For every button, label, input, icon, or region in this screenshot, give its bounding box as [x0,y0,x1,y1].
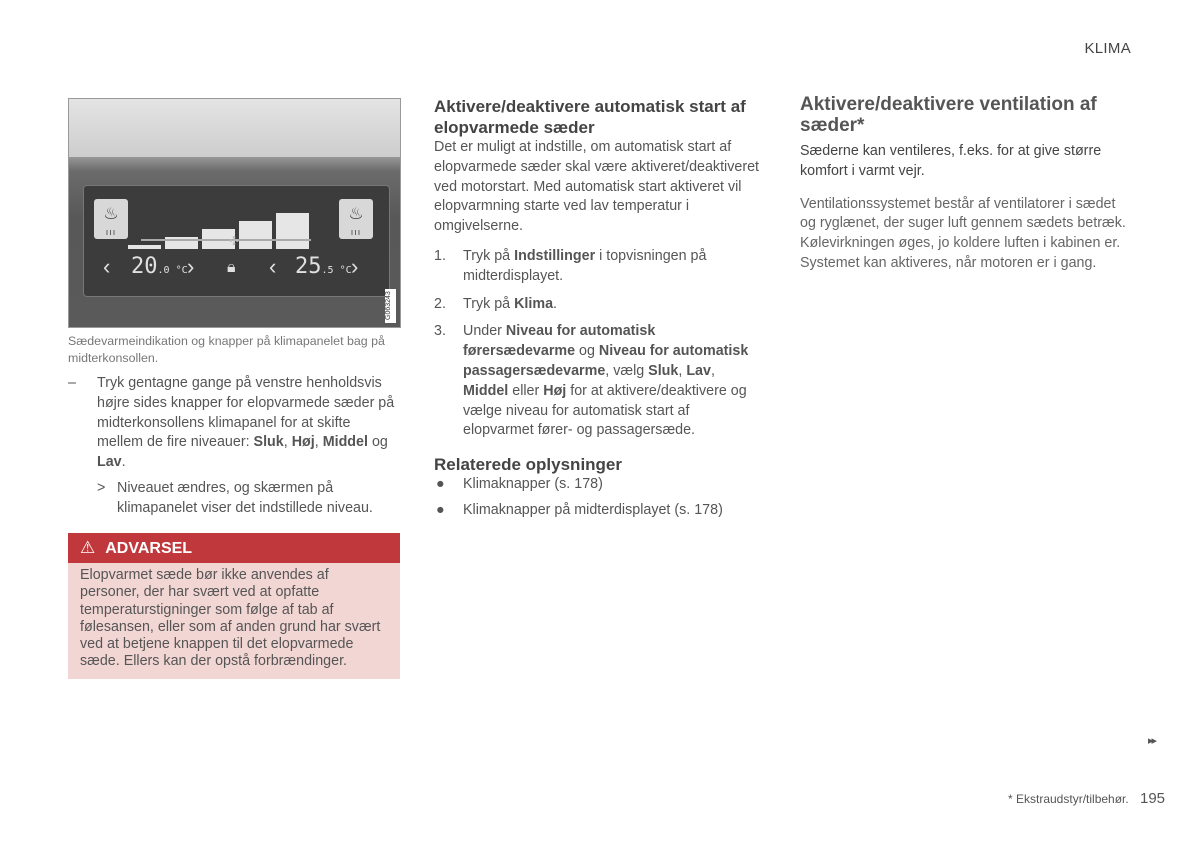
dash-marker: – [68,375,76,391]
period: . [121,454,126,471]
step-text: og [575,343,599,360]
step-text: i topvisningen på midterdisplayet. [463,247,707,284]
fan-bar [239,221,272,249]
warning-text: Elopvarmet sæde bør ikke anvendes af personer, der har svært ved at opfatte temperaturstigninger som følge af tab af følesansen, eller som af anden grund har svært ved at betjene knappen til det elopvarmede sæde. Ellers kan der opstå forbrændinger. [80,567,381,670]
related-link[interactable]: Klimaknapper (s. 178) [463,476,603,493]
fan-icon: ✣ [229,234,240,248]
section-header: KLIMA [1084,40,1131,57]
right-temp-dec: .5 °C [321,265,352,276]
dashboard-top [69,99,400,157]
menu-term: Niveau for automatisk førersædevarme [463,323,656,360]
menu-term: Klima [514,295,554,312]
result-text: Niveauet ændres, og skærmen på klimapanelet viser det indstillede niveau. [117,479,373,516]
next-page-icon: ▸▸ [1148,735,1156,747]
sep: eller [508,382,544,399]
intro-paragraph: Det er muligt at indstille, om automatisk start af elopvarmede sæder skal være aktiveret/deaktiveret ved motorstart. Med automatisk start aktiveret vil elopvarmning starte ved lav temperatur i omgivelserne. [434,139,760,235]
column-ventilation [800,94,1130,274]
step-text: for at aktivere/deaktivere og vælge niveau for automatisk start af elopvarmet fører- og passagersæde. [463,382,747,439]
right-temp-dec-digit: 5 [327,265,334,276]
procedure-step [68,374,398,519]
menu-term: Niveau for automatisk passagersædevarme [463,343,749,379]
left-temp-int: 20 [131,254,158,279]
section-heading: Aktivere/deaktivere ventilation af sæder* [800,94,1097,136]
page-number: 195 [1140,790,1166,807]
warning-title: ADVARSEL [105,540,193,557]
step-item [434,247,764,287]
menu-term: Indstillinger [514,247,596,264]
fan-bar [128,245,161,249]
sep: , [710,362,715,379]
step-text [97,374,398,473]
level-dots: ııı [350,227,362,237]
option-term: Lav [686,362,711,379]
right-temperature [295,254,352,279]
fan-bar [276,213,309,249]
lock-icon: 🔒︎ [227,259,236,276]
related-item[interactable] [434,501,764,521]
sep: , [283,434,292,451]
option-term: Middel [463,382,509,399]
right-temp-int: 25 [295,254,322,279]
sep: , [678,362,687,379]
warning-triangle-icon: ⚠ [80,538,96,557]
step-text: Tryk på [463,247,515,264]
figure-code: G063243 [385,289,396,323]
related-heading: Relaterede oplysninger [434,455,623,475]
left-temp-dec: .0 °C [157,265,188,276]
option-term: Sluk [648,362,679,379]
left-temp-dec-digit: 0 [163,265,170,276]
left-temperature [131,254,188,279]
step-number: 1. [434,247,446,264]
right-chevron-left-icon: ‹ [269,254,277,279]
bullet: ● [436,476,445,493]
level-dots: ııı [105,227,117,237]
fan-baseline [141,239,311,241]
warning-header [68,533,400,563]
lead-paragraph: Sæderne kan ventileres, f.eks. for at give større komfort i varmt vejr. [800,143,1102,179]
option-sluk: Sluk [253,434,284,451]
right-chevron-right-icon: › [351,254,359,279]
warning-box [68,533,400,679]
right-seat-heat-icon: ♨ ııı [339,199,373,239]
left-chevron-left-icon: ‹ [103,254,111,279]
left-temp-unit: °C [175,265,188,276]
option-middel: Middel [322,434,368,451]
step-text: , vælg [605,362,649,379]
left-chevron-right-icon: › [187,254,195,279]
step-text: Tryk på [463,295,515,312]
related-link[interactable]: Klimaknapper på midterdisplayet (s. 178) [463,501,723,518]
body-paragraph: Ventilationssystemet består af ventilatorer i sædet og ryglænet, der suger luft gennem sædets betræk. Kølevirkningen øges, jo koldere luften i kabinen er. Systemet kan aktiveres, når motoren er i gang. [800,195,1126,271]
step-text: Under [463,323,506,340]
climate-panel-image [68,98,401,328]
option-hoj: Høj [291,434,315,451]
related-list [434,475,764,521]
fan-level-bars [128,209,312,249]
step-result [97,479,398,519]
step-pre: Tryk gentagne gange på venstre henholdsvis højre sides knapper for elopvarmede sæder på midterkonsollens klimapanel for at skifte mellem de fire niveauer: [97,375,395,451]
sep: , [314,434,323,451]
option-lav: Lav [97,454,122,471]
step-number: 3. [434,323,446,340]
step-item [434,322,764,441]
conj: og [367,434,388,451]
result-marker: > [97,479,106,496]
related-item[interactable] [434,475,764,495]
figure-caption: Sædevarmeindikation og knapper på klimapanelet bag på midterkonsollen. [68,334,385,365]
footnote: * Ekstraudstyr/tilbehør. [1008,792,1129,806]
right-temp-unit: °C [339,265,352,276]
step-number: 2. [434,295,446,312]
option-term: Høj [543,382,567,399]
steps-list [434,247,764,441]
bullet: ● [436,501,445,518]
column-auto-start [434,96,764,527]
step-item [434,295,764,315]
step-text: . [553,295,558,312]
left-seat-heat-icon: ♨ ııı [94,199,128,239]
section-heading: Aktivere/deaktivere automatisk start af elopvarmede sæder [434,97,746,137]
